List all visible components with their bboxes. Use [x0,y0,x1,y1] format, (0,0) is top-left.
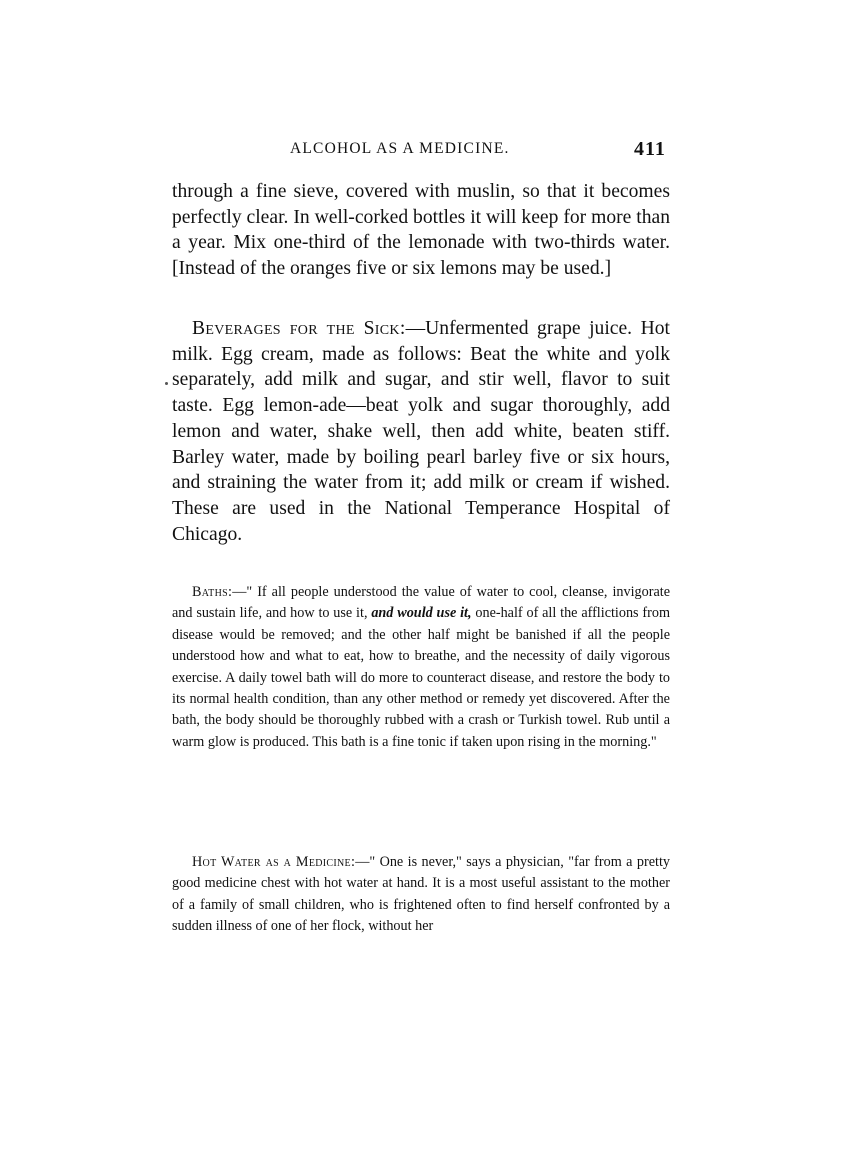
paragraph-baths-lead: —" If all people understood the value of water to cool, cleanse, invigorate and sustain life, and how to use it, [172,584,670,622]
section-heading-beverages: Beverages for the Sick: [192,318,406,339]
paragraph-baths-emphasis: and would use it, [371,605,472,622]
paragraph-baths-rest: one-half of all the afflictions from disease would be removed; and the other half might be banished if all the people understood how and what to eat, how to breathe, and the necessity of daily vigorous exercise. A daily towel bath will do more to counteract disease, and restore the body to its normal health condition, than any other method or remedy yet discovered. After the bath, the body should be thoroughly rubbed with a crash or Turkish towel. Rub until a warm glow is produced. This bath is a fine tonic if taken upon rising in the morning." [172,605,670,750]
paragraph-hot-water-body: —" One is never," says a physician, "far from a pretty good medicine chest with hot water at hand. It is a most useful assistant to the mother of a family of small children, who is frightened often to find herself confronted by a sudden illness of one of her flock, without her [172,854,670,935]
section-heading-hot-water: Hot Water as a Medicine: [192,854,356,870]
running-title: ALCOHOL AS A MEDICINE. [290,140,510,157]
paragraph-baths [172,582,670,753]
margin-mark [165,382,168,385]
page-number: 411 [634,138,666,160]
paragraph-beverages-body: —Unfermented grape juice. Hot milk. Egg cream, made as follows: Beat the white and yolk separately, add milk and sugar, and stir well, flavor to suit taste. Egg lemon-ade—beat yolk and sugar thoroughly, add lemon and water, shake well, then add white, beaten stiff. Barley water, made by boiling pearl barley five or six hours, and straining the water from it; add milk or cream if wished. These are used in the National Temperance Hospital of Chicago. [172,318,670,545]
paragraph-beverages [172,316,670,547]
section-heading-baths: Baths: [192,584,233,600]
paragraph-lemonade-end: through a fine sieve, covered with muslin, so that it becomes perfectly clear. In well-corked bottles it will keep for more than a year. Mix one-third of the lemonade with two-thirds water. [Instead of the oranges five or six lemons may be used.] [172,181,670,280]
paragraph-hot-water [172,852,670,938]
